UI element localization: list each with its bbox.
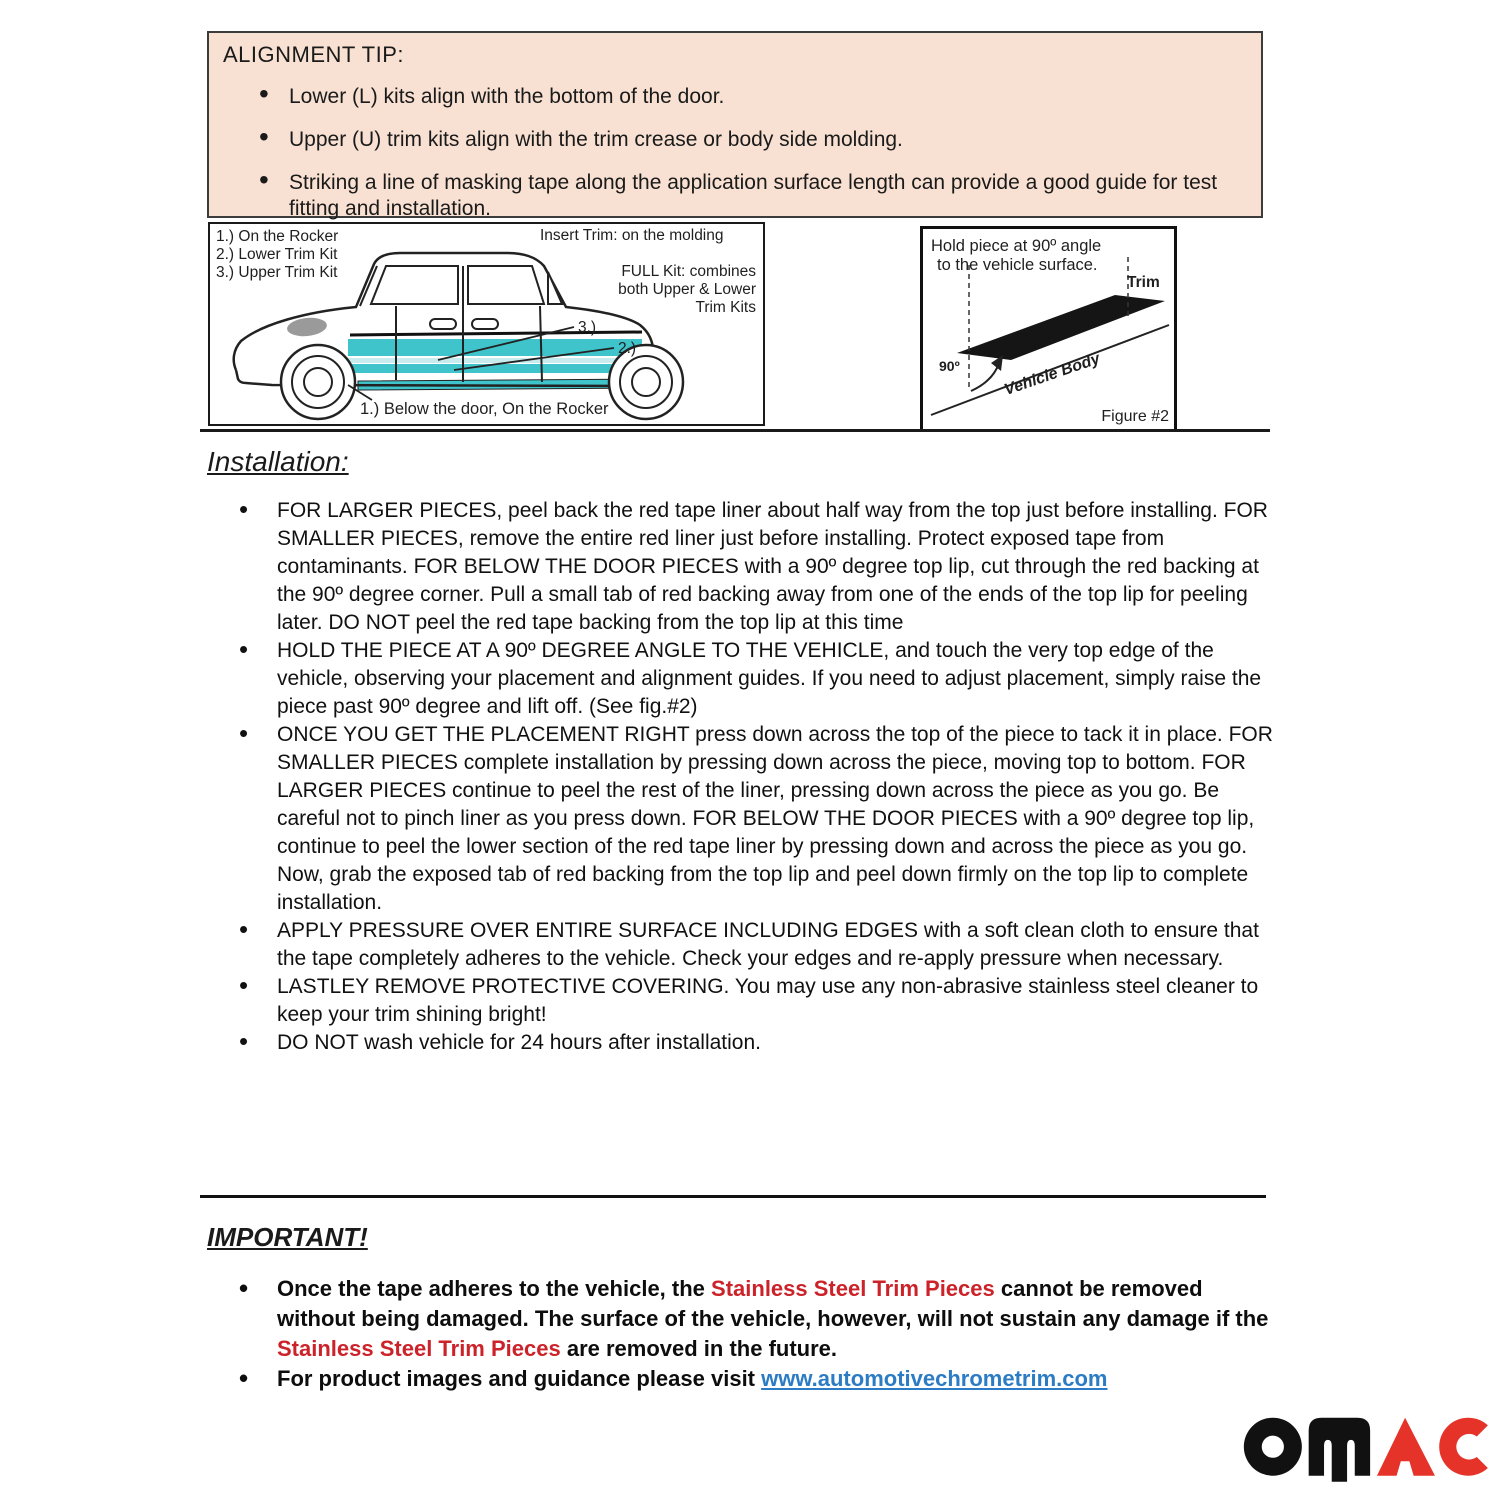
front-window: [371, 266, 458, 304]
important-heading: IMPORTANT!: [207, 1222, 368, 1252]
important-text: Once the tape adheres to the vehicle, the: [277, 1276, 712, 1301]
car-trim-diagram: [208, 222, 765, 426]
section-divider-line: [200, 1195, 1266, 1198]
alignment-tip-item: • Striking a line of masking tape along the application surface length can provide a good guide for test fitting and installation.: [289, 170, 1249, 222]
callout-2: 2.): [618, 340, 637, 357]
legend-line-2: 2.) Lower Trim Kit: [216, 246, 338, 263]
installation-step: • ONCE YOU GET THE PLACEMENT RIGHT press down across the top of the piece to tack it in place. FOR SMALLER PIECES complete installation by pressing down across the piece, moving top to bottom. FOR LARGER PIECES continue to peel the rest of the liner, pressing down across the piece as you go. Be careful not to pinch liner as you press down. FOR BELOW THE DOOR PIECES with a 90º degree top lip, continue to peel the lower section of the red tape liner by pressing down and across the piece as you go. Now, grab the exposed tab of red backing from the top lip and peel down firmly on the top lip to complete installation.: [227, 721, 1277, 917]
lower-trim-band: [348, 364, 642, 373]
alignment-tip-box: [207, 31, 1263, 218]
rocker-caption: 1.) Below the door, On the Rocker: [360, 400, 609, 418]
angle-label: 90º: [939, 358, 960, 374]
car-diagram-drawing: [210, 224, 763, 424]
alignment-tip-item: • Upper (U) trim kits align with the trim crease or body side molding.: [289, 127, 1249, 153]
horizontal-rule-under-figures: [200, 429, 1270, 432]
omac-logo-drawing: [1237, 1406, 1493, 1484]
legend-line-3: 3.) Upper Trim Kit: [216, 264, 338, 281]
upper-trim-band: [348, 339, 642, 356]
full-kit-note-2: both Upper & Lower: [618, 281, 756, 298]
installation-heading: Installation:: [207, 446, 349, 477]
installation-list: [227, 497, 1277, 1057]
highlighted-product-name: Stainless Steel Trim Pieces: [711, 1276, 995, 1301]
alignment-tip-item: • Lower (L) kits align with the bottom of the door.: [289, 84, 1249, 110]
molding-line: [350, 332, 642, 335]
full-kit-note-1: FULL Kit: combines: [621, 263, 756, 280]
fig2-caption-2: to the vehicle surface.: [937, 256, 1098, 274]
full-kit-note-3: Trim Kits: [695, 299, 756, 316]
trim-band-gap: [348, 358, 642, 363]
insert-trim-note: Insert Trim: on the molding: [540, 227, 724, 244]
logo-letter-o-hole: [1262, 1436, 1284, 1458]
installation-step: • FOR LARGER PIECES, peel back the red tape liner about half way from the top just before installing. FOR SMALLER PIECES, remove the entire red liner just before installing. Protect exposed tape from contaminants. FOR BELOW THE DOOR PIECES with a 90º degree top lip, cut through the red backing at the 90º degree corner. Pull a small tab of red backing away from one of the ends of the top lip for peeling later. DO NOT peel the red tape backing from the top lip at this time: [227, 497, 1277, 637]
trim-label: Trim: [1127, 274, 1160, 291]
callout-3: 3.): [578, 319, 597, 336]
angle-arc: [971, 363, 999, 391]
installation-step: • LASTLEY REMOVE PROTECTIVE COVERING. You may use any non-abrasive stainless steel cleaner to keep your trim shining bright!: [227, 973, 1277, 1029]
figure-number-label: Figure #2: [1101, 408, 1169, 425]
important-text: are removed in the future.: [560, 1336, 838, 1361]
alignment-tip-title: ALIGNMENT TIP:: [223, 42, 405, 67]
important-text: cannot be removed without being damaged. The surface of the vehicle, however, will not sustain any damage if the: [277, 1276, 1269, 1331]
front-door-handle: [430, 319, 456, 329]
figure2-box: [920, 226, 1177, 432]
vehicle-body-label: Vehicle Body: [1002, 350, 1103, 399]
website-link[interactable]: www.automotivechrometrim.com: [761, 1366, 1108, 1391]
rear-door-handle: [472, 319, 498, 329]
quarter-window: [548, 272, 562, 304]
highlighted-product-name: Stainless Steel Trim Pieces: [277, 1336, 561, 1361]
important-text: For product images and guidance please visit: [277, 1366, 762, 1391]
fig2-caption-1: Hold piece at 90º angle: [931, 237, 1102, 255]
installation-step: • HOLD THE PIECE AT A 90º DEGREE ANGLE TO THE VEHICLE, and touch the very top edge of the vehicle, observing your placement and alignment guides. If you need to adjust placement, simply raise the piece past 90º degree and lift off. (See fig.#2): [227, 637, 1277, 721]
omac-logo: [1237, 1406, 1493, 1484]
figure2-drawing: [923, 229, 1174, 429]
legend-line-1: 1.) On the Rocker: [216, 228, 339, 245]
logo-letter-a: [1377, 1418, 1435, 1476]
alignment-tip-list: [209, 84, 1261, 222]
important-note: [227, 1364, 1282, 1394]
trim-piece-shape: [957, 295, 1165, 360]
installation-step: • DO NOT wash vehicle for 24 hours after installation.: [227, 1029, 1277, 1057]
front-wheel: [281, 345, 355, 419]
installation-step: • APPLY PRESSURE OVER ENTIRE SURFACE INCLUDING EDGES with a soft clean cloth to ensure that the tape completely adheres to the vehicle. Check your edges and re-apply pressure when necessary.: [227, 917, 1277, 973]
logo-letter-c: [1439, 1418, 1488, 1476]
logo-letter-m: [1309, 1418, 1370, 1482]
important-note: [227, 1274, 1282, 1364]
rear-window: [468, 266, 544, 304]
important-list: [227, 1274, 1287, 1394]
